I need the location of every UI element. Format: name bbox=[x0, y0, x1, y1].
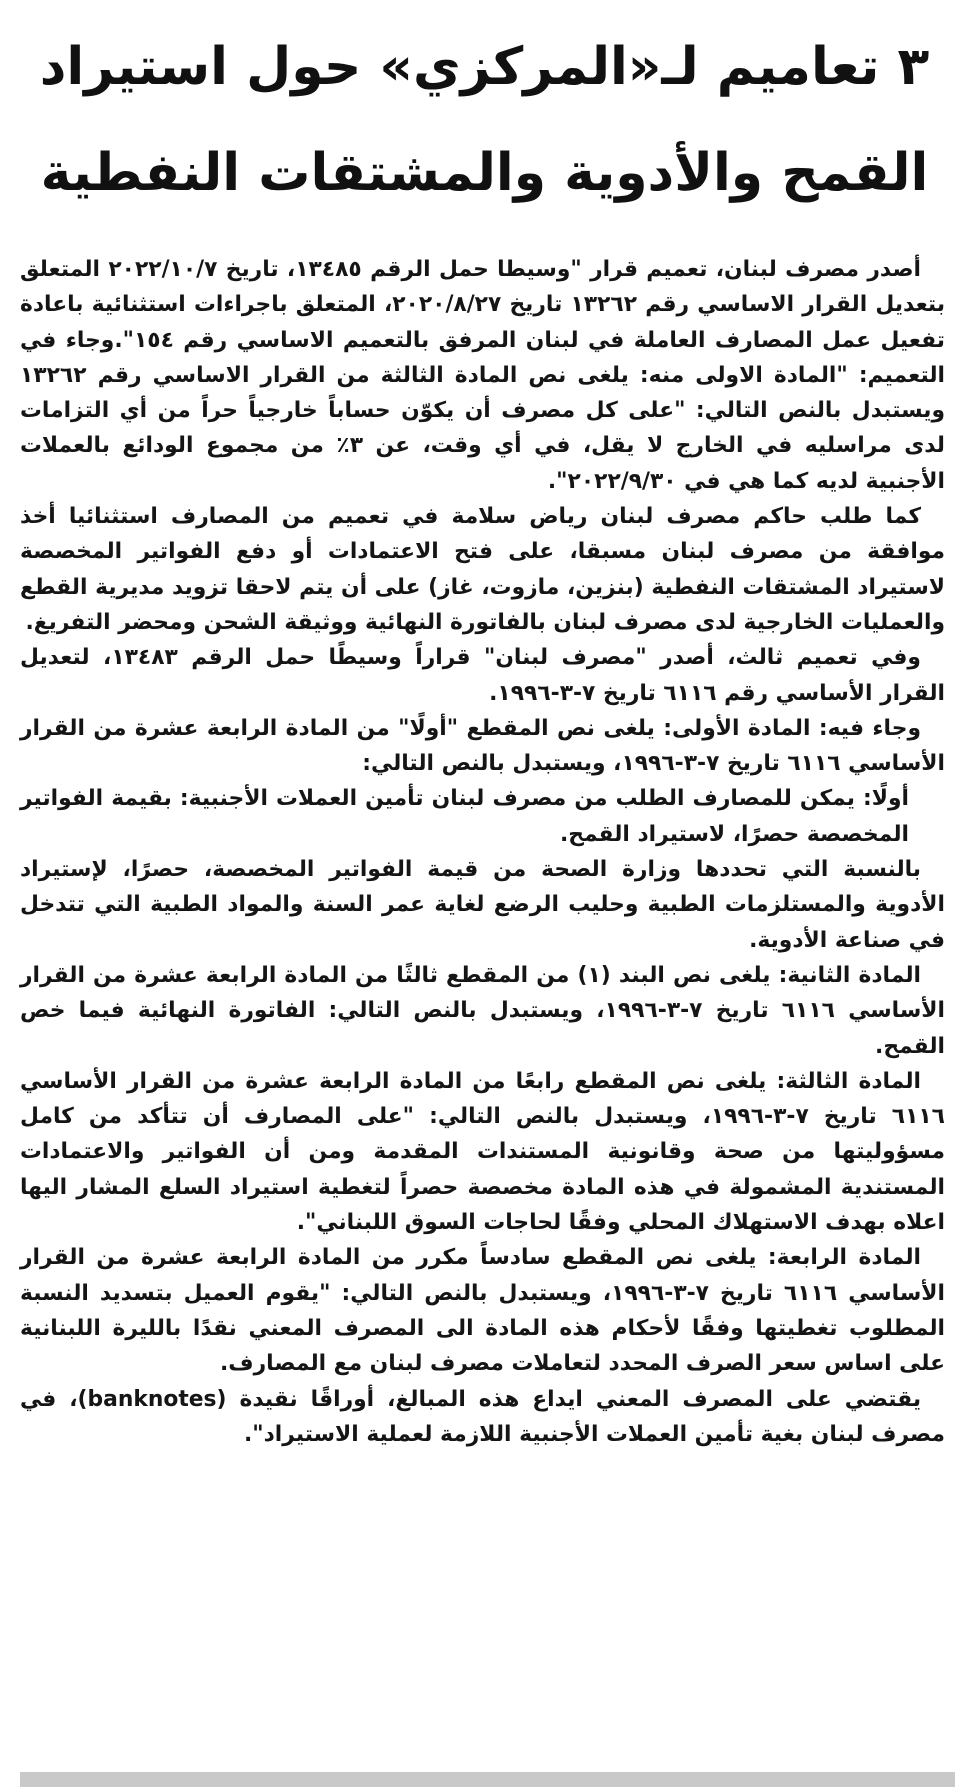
article-headline bbox=[14, 14, 955, 226]
paragraph-banknotes: يقتضي على المصرف المعني ايداع هذه المبالغ، أوراقًا نقيدة (banknotes)، في مصرف لبنان بغية تأمين العملات الأجنبية اللازمة لعملية الاستيراد". bbox=[20, 1386, 945, 1447]
paragraph-medicines: بالنسبة التي تحددها وزارة الصحة من قيمة الفواتير المخصصة، حصرًا، لإستيراد الأدوية والمستلزمات الطبية وحليب الرضع لغاية عمر السنة والمواد الطبية التي تتدخل في صناعة الأدوية. bbox=[20, 857, 945, 953]
paragraph-article-four: المادة الرابعة: يلغى نص المقطع سادساً مكرر من المادة الرابعة عشرة من القرار الأساسي ٦١١٦ تاريخ ٧-٣-١٩٩٦، ويستبدل بالنص التالي: "يقوم العميل بتسديد النسبة المطلوب تغطيتها وفقًا لأحكام هذه المادة الى المصرف المعني نقدًا بالليرة اللبنانية على اساس سعر الصرف المحدد لتعاملات مصرف لبنان مع المصارف. bbox=[20, 1245, 946, 1377]
paragraph-oil-derivatives: كما طلب حاكم مصرف لبنان رياض سلامة في تعميم من المصارف استثنائيا أخذ موافقة من مصرف لبنان مسبقا، على فتح الاعتمادات أو دفع الفواتير المخصصة لاستيراد المشتقات النفطية (بنزين، مازوت، غاز) على أن يتم لاحقا تزويد مديرية القطع والعمليات الخارجية لدى مصرف لبنان بالفاتورة النهائية ووثيقة الشحن ومحضر التفريغ. bbox=[20, 504, 945, 635]
paragraph-third-circular: وفي تعميم ثالث، أصدر "مصرف لبنان" قراراً وسيطًا حمل الرقم ١٣٤٨٣، لتعديل القرار الأساسي رقم ٦١١٦ تاريخ ٧-٣-١٩٩٦. bbox=[20, 645, 945, 706]
paragraph-article-one: وجاء فيه: المادة الأولى: يلغى نص المقطع "أولًا" من المادة الرابعة عشرة من القرار الأساسي ٦١١٦ تاريخ ٧-٣-١٩٩٦، ويستبدل بالنص التالي: bbox=[20, 715, 945, 777]
article-body bbox=[20, 252, 945, 1452]
paragraph-decision-13485: أصدر مصرف لبنان، تعميم قرار "وسيطا حمل الرقم ١٣٤٨٥، تاريخ ٢٠٢٢/١٠/٧ المتعلق بتعديل القرار الاساسي رقم ١٣٢٦٢ تاريخ ٢٠٢٠/٨/٢٧، المتعلق باجراءات استثنائية باعادة تفعيل عمل المصارف العاملة في لبنان المرفق بالتعميم الاساسي رقم ١٥٤".وجاء في التعميم: "المادة الاولى منه: يلغى نص المادة الثالثة من القرار الاساسي رقم ١٣٢٦٢ ويستبدل بالنص التالي: "على كل مصرف أن يكوّن حساباً خارجياً حراً من أي التزامات لدى مراسليه في الخارج لا يقل، في أي وقت، عن ٣٪ من مجموع الودائع بالعملات الأجنبية لديه كما هي في ٢٠٢٢/٩/٣٠". bbox=[20, 257, 945, 494]
paragraph-first-clause: أولًا: يمكن للمصارف الطلب من مصرف لبنان تأمين العملات الأجنبية: بقيمة الفواتير المخصصة حصرًا، لاستيراد القمح. bbox=[20, 786, 909, 847]
paragraph-article-three: المادة الثالثة: يلغى نص المقطع رابعًا من المادة الرابعة عشرة من القرار الأساسي ٦١١٦ تاريخ ٧-٣-١٩٩٦، ويستبدل بالنص التالي: "على المصارف أن تتأكد من كامل مسؤوليتها من صحة وقانونية المستندات المقدمة ومن أن الفواتير والاعتمادات المستندية المشمولة في هذه المادة مخصصة حصراً لتغطية استيراد السلع المشار اليها اعلاه بهدف الاستهلاك المحلي وفقًا لحاجات السوق اللبناني". bbox=[20, 1068, 945, 1236]
headline-line-2: القمح والأدوية والمشتقات النفطية bbox=[40, 143, 929, 203]
paragraph-article-two: المادة الثانية: يلغى نص البند (١) من المقطع ثالثًا من المادة الرابعة عشرة من القرار الأساسي ٦١١٦ تاريخ ٧-٣-١٩٩٦، ويستبدل بالنص التالي: الفاتورة النهائية فيما خص القمح. bbox=[20, 962, 945, 1059]
headline-line-1: ٣ تعاميم لـ«المركزي» حول استيراد bbox=[39, 37, 930, 97]
bottom-divider bbox=[20, 1772, 955, 1787]
